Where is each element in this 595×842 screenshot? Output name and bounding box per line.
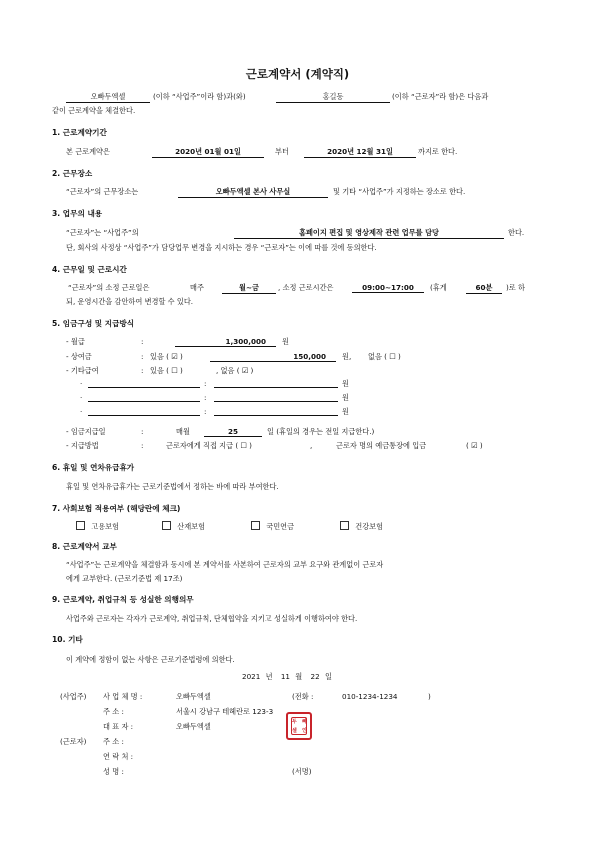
- bonus-colon: :: [141, 352, 144, 361]
- insurance-industrial-label: 산재보험: [177, 522, 206, 531]
- payday-colon: :: [141, 427, 144, 436]
- intro-line-2: 같이 근로계약을 체결한다.: [52, 106, 136, 115]
- section-10-text: 이 계약에 정함이 없는 사항은 근로기준법령에 의한다.: [66, 655, 235, 664]
- section-8-heading: 8. 근로계약서 교부: [52, 542, 117, 551]
- insurance-pension-label: 국민연금: [266, 522, 295, 531]
- representative-value: 오빠두엑셀: [176, 722, 211, 731]
- other-item-3-won: 원: [342, 407, 349, 416]
- workplace-suffix: 및 기타 “사업주”가 지정하는 장소로 한다.: [333, 187, 466, 196]
- contract-period-prefix: 본 근로계약은: [66, 147, 110, 156]
- employee-address-label: 주 소 :: [103, 737, 124, 746]
- duty-prefix: “근로자”는 “사업주”의: [66, 228, 139, 237]
- section-5-heading: 5. 임금구성 및 지급방식: [52, 319, 135, 328]
- bonus-won: 원,: [342, 352, 352, 361]
- workplace-prefix: “근로자”의 근무장소는: [66, 187, 139, 196]
- representative-label: 대 표 자 :: [103, 722, 134, 731]
- business-name-label: 사 업 체 명 :: [103, 692, 143, 701]
- insurance-pension-checkbox[interactable]: [251, 521, 260, 530]
- bonus-label: - 상여금: [66, 352, 92, 361]
- section-10-heading: 10. 기타: [52, 635, 83, 644]
- section-6-heading: 6. 휴일 및 연차유급휴가: [52, 463, 135, 472]
- insurance-health-checkbox[interactable]: [340, 521, 349, 530]
- workplace-field: 오빠두엑셀 본사 사무실: [178, 187, 328, 198]
- payday-suffix: 일 (휴일의 경우는 전일 지급한다.): [267, 427, 375, 436]
- phone-label: (전화 :: [292, 692, 314, 701]
- base-pay-label: - 월급: [66, 337, 85, 346]
- base-pay-colon: :: [141, 337, 144, 346]
- bonus-field: 150,000: [210, 352, 336, 362]
- employer-name-field: 오빠두엑셀: [66, 92, 150, 103]
- date-day: 22: [310, 672, 320, 681]
- section-9-text: 사업주와 근로자는 각자가 근로계약, 취업규칙, 단체협약을 지키고 성실하게 이행하여야 한다.: [66, 614, 358, 623]
- insurance-pension[interactable]: [251, 521, 294, 532]
- pay-deposit-checkbox[interactable]: ( ☑ ): [466, 441, 483, 450]
- date-month-unit: 월: [295, 672, 303, 681]
- contract-period-suffix: 까지로 한다.: [418, 147, 458, 156]
- payday-label: - 임금지급일: [66, 427, 106, 436]
- business-name-value: 오빠두엑셀: [176, 692, 211, 701]
- pay-method-label: - 지급방법: [66, 441, 99, 450]
- contract-end-date: 2020년 12월 31일: [304, 147, 416, 158]
- date-year: 2021: [242, 672, 261, 681]
- pay-direct-checkbox[interactable]: 근로자에게 직접 지급 ( ☐ ): [166, 441, 252, 450]
- other-item-3-bullet: ·: [80, 407, 83, 416]
- rest-end: )로 하: [506, 283, 525, 292]
- section-3-heading: 3. 업무의 내용: [52, 209, 103, 218]
- other-pay-colon: :: [141, 366, 144, 375]
- other-item-2-bullet: ·: [80, 393, 83, 402]
- signature-label: (서명): [292, 767, 312, 776]
- other-item-1-bullet: ·: [80, 379, 83, 388]
- insurance-industrial[interactable]: [162, 521, 205, 532]
- rest-label: (휴게: [430, 283, 447, 292]
- company-seal-stamp: 두 빠 셀 인: [286, 712, 312, 740]
- intro-text-2: (이하 “근로자”라 함)은 다음과: [392, 92, 489, 101]
- phone-value: 010-1234-1234: [342, 692, 398, 701]
- employee-name-field: 홍길동: [276, 92, 390, 103]
- duty-field: 홈페이지 편집 및 영상제작 관련 업무를 담당: [234, 228, 504, 239]
- other-item-3-colon: :: [204, 407, 207, 416]
- pay-deposit-label: 근로자 명의 예금통장에 입금: [336, 441, 427, 450]
- other-pay-label: - 기타급여: [66, 366, 99, 375]
- phone-close: ): [428, 692, 431, 701]
- pay-method-colon: :: [141, 441, 144, 450]
- insurance-health-label: 건강보험: [355, 522, 384, 531]
- section-8-line-2: 에게 교부한다. (근로기준법 제 17조): [66, 574, 183, 583]
- employer-address-label: 주 소 :: [103, 707, 124, 716]
- pay-method-comma: ,: [310, 441, 313, 450]
- insurance-industrial-checkbox[interactable]: [162, 521, 171, 530]
- payday-field: 25: [204, 427, 262, 437]
- other-item-1-amount: [214, 379, 338, 388]
- date-month: 11: [280, 672, 290, 681]
- employer-tag: (사업주): [60, 692, 87, 701]
- workday-prefix: “근로자”의 소정 근로일은: [68, 283, 150, 292]
- document-title: 근로계약서 (계약직): [245, 67, 350, 81]
- section-7-heading: 7. 사회보험 적용여부 (해당란에 체크): [52, 504, 181, 513]
- base-pay-won: 원: [282, 337, 289, 346]
- bonus-has-checkbox[interactable]: 있음 ( ☑ ): [150, 352, 183, 361]
- duty-line-2: 단, 회사의 사정상 “사업주”가 담당업무 변경을 지시하는 경우 “근로자”는 이에 따를 것에 동의한다.: [66, 243, 377, 252]
- employee-contact-label: 연 락 처 :: [103, 752, 134, 761]
- workday-every: 매주: [190, 283, 204, 292]
- contract-start-date: 2020년 01월 01일: [152, 147, 264, 158]
- section-4-heading: 4. 근무일 및 근로시간: [52, 265, 127, 274]
- other-item-1-colon: :: [204, 379, 207, 388]
- section-8-line-1: “사업주”는 근로계약을 체결함과 동시에 본 계약서를 사본하여 근로자의 교부 요구와 관계없이 근로자: [66, 560, 384, 569]
- section-1-heading: 1. 근로계약기간: [52, 128, 107, 137]
- insurance-health[interactable]: [340, 521, 383, 532]
- date-day-unit: 일: [325, 672, 332, 681]
- other-item-3-amount: [214, 407, 338, 416]
- base-pay-field: 1,300,000: [175, 337, 276, 347]
- insurance-employment-label: 고용보험: [91, 522, 120, 531]
- employee-name-label: 성 명 :: [103, 767, 124, 776]
- workhours-line-2: 되, 운영시간을 감안하여 변경할 수 있다.: [66, 297, 194, 306]
- employer-address-value: 서울시 강남구 테헤란로 123-3: [176, 707, 274, 716]
- rest-field: 60분: [466, 283, 502, 294]
- signing-date: [242, 672, 332, 682]
- other-item-2-won: 원: [342, 393, 349, 402]
- other-item-2-name: [88, 393, 200, 402]
- section-2-heading: 2. 근무장소: [52, 169, 93, 178]
- workdays-field: 월~금: [222, 283, 276, 294]
- other-item-2-amount: [214, 393, 338, 402]
- insurance-employment-checkbox[interactable]: [76, 521, 85, 530]
- workhours-mid: , 소정 근로시간은: [278, 283, 334, 292]
- other-item-3-name: [88, 407, 200, 416]
- contract-period-from: 부터: [275, 147, 289, 156]
- payday-monthly: 매월: [176, 427, 190, 436]
- section-6-text: 휴일 및 연차유급휴가는 근로기준법에서 정하는 바에 따라 부여한다.: [66, 482, 279, 491]
- workhours-field: 09:00~17:00: [352, 283, 424, 293]
- other-none-checkbox[interactable]: , 없음 ( ☑ ): [216, 366, 254, 375]
- employee-tag: (근로자): [60, 737, 87, 746]
- other-item-1-won: 원: [342, 379, 349, 388]
- date-year-unit: 년: [265, 672, 273, 681]
- other-item-2-colon: :: [204, 393, 207, 402]
- intro-text-1: (이하 “사업주”이라 함)과(와): [153, 92, 246, 101]
- section-9-heading: 9. 근로계약, 취업규칙 등 성실한 의행의무: [52, 595, 194, 604]
- other-has-checkbox[interactable]: 있음 ( ☐ ): [150, 366, 183, 375]
- bonus-none-checkbox[interactable]: 없음 ( ☐ ): [368, 352, 401, 361]
- other-item-1-name: [88, 379, 200, 388]
- duty-suffix: 한다.: [508, 228, 525, 237]
- insurance-employment[interactable]: [76, 521, 119, 532]
